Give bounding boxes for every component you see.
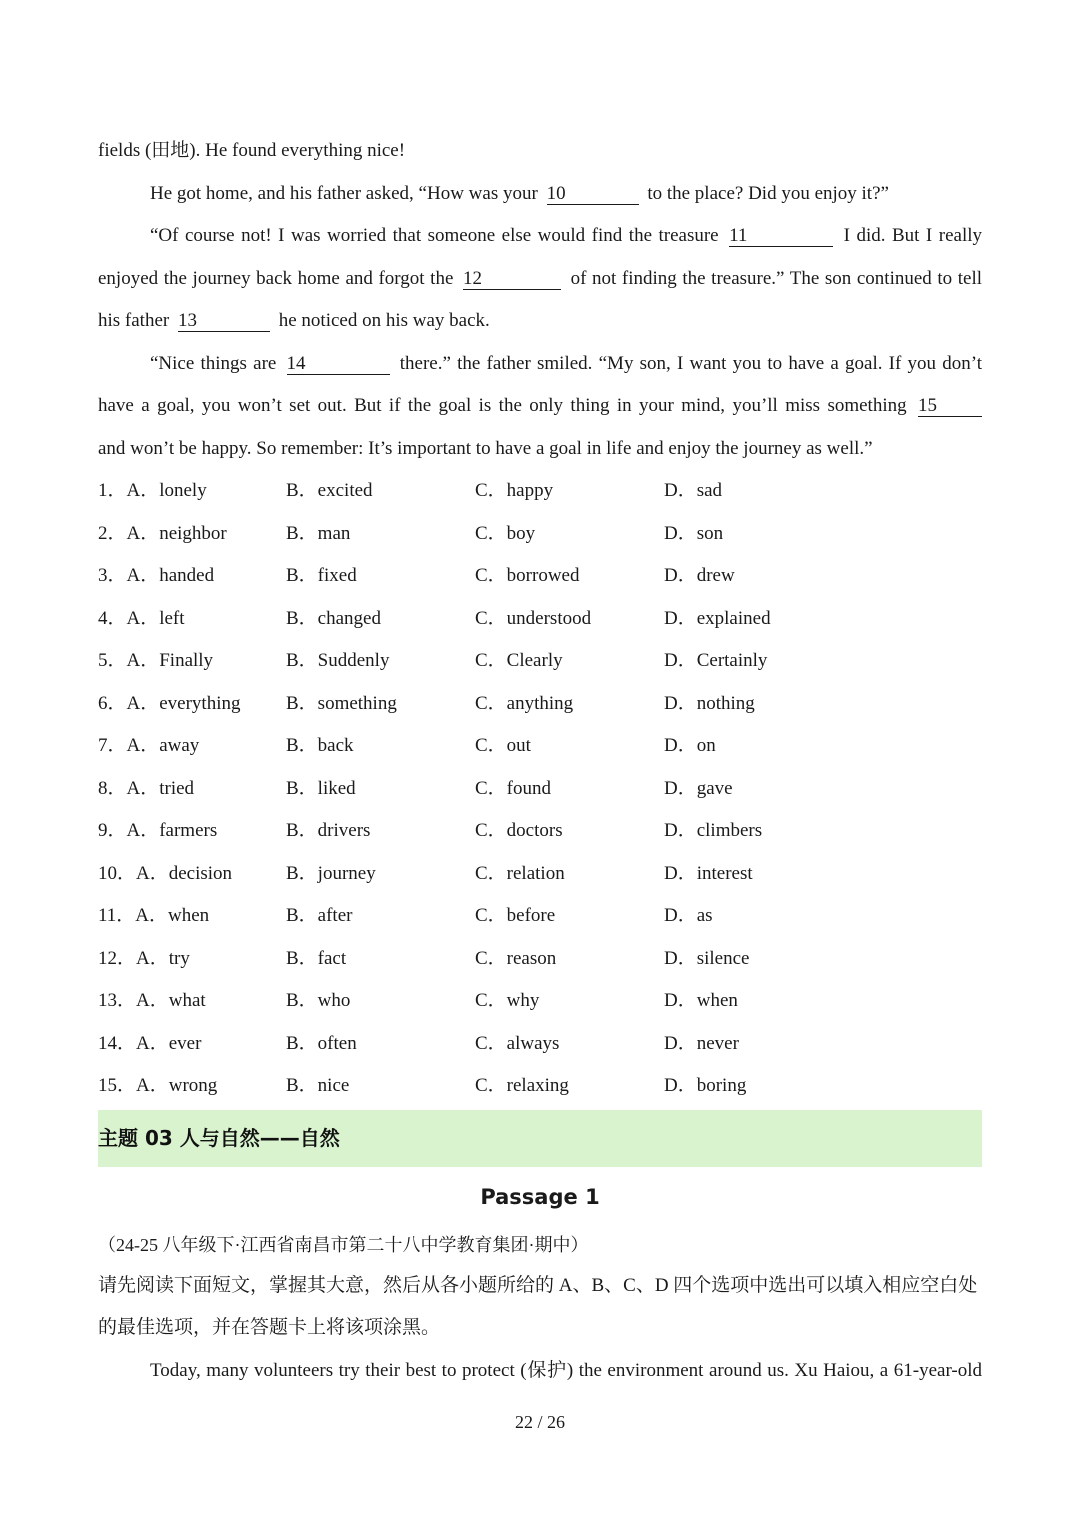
blank-11: 11 [729, 226, 833, 247]
passage-line: He got home, and his father asked, “How was your 10 to the place? Did you enjoy it?” [150, 182, 889, 204]
options-list [98, 470, 982, 1108]
passage-line: Today, many volunteers try their best to protect (保护) the environment around us. Xu Haiou, a 61-year-old [150, 1359, 982, 1381]
passage-line: “Of course not! I was worried that someone else would find the treasure 11 I did. But I really [150, 225, 983, 246]
source-line: （24-25 八年级下·江西省南昌市第二十八中学教育集团·期中） [98, 1234, 589, 1255]
blank-13: 13 [178, 311, 270, 332]
passage-line: enjoyed the journey back home and forgot the 12 of not finding the treasure.” The son continued to tell [98, 267, 983, 289]
option-row: 5．A．Finally B．Suddenly C．Clearly D．Certainly [98, 650, 768, 671]
passage-line: his father 13 he noticed on his way back. [98, 310, 490, 331]
option-row: 13．A．what B．who C．why D．when [98, 990, 738, 1011]
option-row: 4．A．left B．changed C．understood D．explained [98, 607, 771, 629]
option-row: 9．A．farmers B．drivers C．doctors D．climbers [98, 820, 763, 841]
option-row: 2．A．neighbor B．man C．boy D．son [98, 522, 724, 544]
blank-12: 12 [463, 269, 561, 290]
blank-14: 14 [287, 354, 390, 375]
option-row: 12．A．try B．fact C．reason D．silence [98, 947, 750, 969]
passage-line: fields (田地). He found everything nice! [98, 140, 406, 161]
option-row: 14．A．ever B．often C．always D．never [98, 1032, 739, 1054]
option-row: 10．A．decision B．journey C．relation D．interest [98, 862, 753, 884]
option-row: 3．A．handed B．fixed C．borrowed D．drew [98, 565, 735, 586]
option-row: 11．A．when B．after C．before D．as [98, 905, 713, 926]
passage-title: Passage 1 [480, 1184, 600, 1209]
blank-15: 15 [918, 396, 982, 417]
passage-line: “Nice things are 14 there.” the father smiled. “My son, I want you to have a goal. If you don’t [150, 352, 982, 374]
instruction-line: 请先阅读下面短文，掌握其大意，然后从各小题所给的 A、B、C、D 四个选项中选出可以填入相应空白处 [98, 1274, 978, 1296]
option-row: 15．A．wrong B．nice C．relaxing D．boring [98, 1075, 747, 1096]
option-row: 7．A．away B．back C．out D．on [98, 735, 716, 756]
passage-line: have a goal, you won’t set out. But if the goal is the only thing in your mind, you’ll miss something 15 [98, 385, 982, 428]
option-row: 8．A．tried B．liked C．found D．gave [98, 777, 733, 799]
document-page [98, 130, 982, 1392]
option-row: 1．A．lonely B．excited C．happy D．sad [98, 480, 723, 501]
topic-heading: 主题 03 人与自然——自然 [98, 1110, 982, 1167]
blank-10: 10 [547, 184, 639, 205]
option-row: 6．A．everything B．something C．anything D．nothing [98, 692, 755, 714]
page-number: 22 / 26 [514, 1412, 565, 1432]
instruction-line: 的最佳选项，并在答题卡上将该项涂黑。 [98, 1317, 441, 1338]
passage-line: and won’t be happy. So remember: It’s important to have a goal in life and enjoy the journey as well.” [98, 437, 873, 459]
